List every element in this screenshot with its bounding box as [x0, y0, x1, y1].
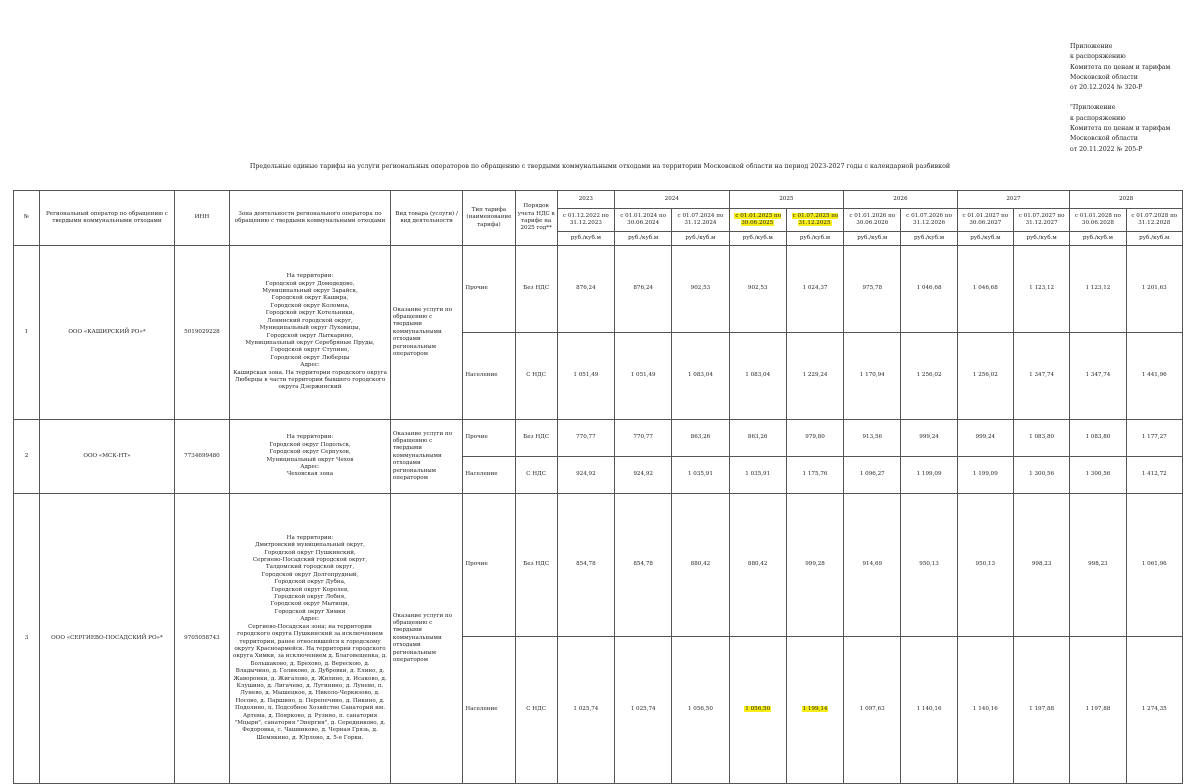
vat-order: С НДС	[515, 457, 557, 494]
header-unit: руб./куб.м	[672, 232, 729, 246]
tariff-value: 1 056,50	[672, 637, 729, 784]
header-period: с 01.07.2026 по 31.12.2026	[901, 209, 957, 232]
vat-order: Без НДС	[515, 420, 557, 457]
tariff-value: 1 046,68	[901, 246, 957, 333]
tariff-type: Прочие	[463, 420, 515, 457]
table-row	[14, 420, 1183, 457]
appendix-line	[1070, 93, 1170, 103]
header-period: с 01.07.2024 по 31.12.2024	[672, 209, 729, 232]
tariff-value: 1 175,76	[786, 457, 843, 494]
vat-order: С НДС	[515, 637, 557, 784]
tariff-value: 999,24	[957, 420, 1013, 457]
inn-value: 5019029228	[174, 246, 229, 420]
header-inn: ИНН	[174, 191, 229, 246]
appendix-line: Приложение	[1070, 43, 1113, 50]
appendix-line: Московской области	[1070, 135, 1138, 143]
table-row	[14, 494, 1183, 637]
tariff-value: 770,77	[615, 420, 672, 457]
tariff-value: 902,53	[729, 246, 786, 333]
tariff-value: 770,77	[557, 420, 614, 457]
tariff-value: 1 199,09	[901, 457, 957, 494]
document-title: Предельные единые тарифы на услуги региональных операторов по обращению с твердыми коммунальными отходами на территории Московской области на период 2023-2027 годы с календарной разбивкой	[249, 163, 951, 170]
header-unit: руб./куб.м	[844, 232, 901, 246]
header-tariff-type: Тип тарифа (наименование тарифа)	[463, 191, 515, 246]
tariff-value: 1 197,88	[1013, 637, 1069, 784]
header-year: 2023	[557, 191, 614, 209]
header-period: с 01.07.2027 по 31.12.2027	[1013, 209, 1069, 232]
header-unit: руб./куб.м	[729, 232, 786, 246]
tariff-type: Население	[463, 333, 515, 420]
tariff-value: 854,78	[615, 494, 672, 637]
tariff-value: 1 025,74	[557, 637, 614, 784]
header-unit: руб./куб.м	[1070, 232, 1126, 246]
header-unit: руб./куб.м	[786, 232, 843, 246]
appendix-line: к распоряжению	[1070, 114, 1126, 122]
tariff-type: Прочие	[463, 494, 515, 637]
service-kind: Оказание услуги по обращению с твердыми коммунальными отходами региональным оператором	[390, 494, 462, 784]
service-kind: Оказание услуги по обращению с твердыми коммунальными отходами региональным оператором	[390, 246, 462, 420]
highlighted-value: с 01.07.2025 по 31.12.2025	[792, 212, 839, 226]
header-row-years	[14, 191, 1183, 209]
tariff-value: 880,42	[672, 494, 729, 637]
header-num: №	[14, 191, 40, 246]
tariff-value: 1 083,80	[1070, 420, 1126, 457]
tariff-value: 1 096,27	[844, 457, 901, 494]
header-year: 2024	[615, 191, 730, 209]
tariff-value: 1 274,35	[1126, 637, 1182, 784]
tariff-value: 1 300,56	[1013, 457, 1069, 494]
tariff-value: 1 412,72	[1126, 457, 1182, 494]
tariff-value: 1 025,74	[615, 637, 672, 784]
header-period: с 01.12.2022 по 31.12.2023	[557, 209, 614, 232]
tariff-value: 975,78	[844, 246, 901, 333]
header-period: с 01.01.2027 по 30.06.2027	[957, 209, 1013, 232]
header-period: с 01.01.2024 по 30.06.2024	[615, 209, 672, 232]
zone-description: На территории: Дмитровский муниципальный округ, Городской округ Пушкинский, Сергиево-Посадский городской округ, Талдомский городской округ, Городской округ Долгопрудный, Городской округ Дубна, Городской округ Королев, Городской округ Лобня, Городской округ Мытищи, Городской округ Химки Адрес: Сергиево-Посадская зона; на территории городского округа Пушкинский за исключением территории, ранее относившейся к городскому округу Красноармейск. На территории городского округа Химки, за исключением д. Благовещенка, д. Большаково, д. Брехово, д. Верескою, д. Владычино, д. Голиково, д. Дубровки, д. Елино, д. Жаворонки, д. Жигалово, д. Жилино, д. Исаково, д. Клушино, д. Лигачево, д. Лугинино, д. Лунево, п. Лунево, д. Мышецкое, д. Николо-Черкизово, д. Носово, д. Паршино, д. Перепечино, д. Пикино, д. Подолино, п. Подсобное Хозяйство Санаторий им. Артема, д. Поярково, д. Рузино, п. санатория "Мцыри", санатория "Энергия", д. Середниково, д. Федоровка, с. Чашниково, д. Черная Грязь, д. Шемякино, д. Юрлово, д. 5-е Горки.	[230, 494, 391, 784]
tariff-value: 876,24	[557, 246, 614, 333]
tariff-value: 1 083,04	[672, 333, 729, 420]
operator-name: ООО «СЕРГИЕВО-ПОСАДСКИЙ РО»*	[40, 494, 175, 784]
tariff-value: 1 123,12	[1070, 246, 1126, 333]
header-zone: Зона деятельности регионального оператора по обращению с твердыми коммунальными отходами	[230, 191, 391, 246]
header-vat-order: Порядок учета НДС в тарифе на 2025 год**	[515, 191, 557, 246]
highlighted-value: 1 056,50	[745, 706, 771, 713]
tariff-value: 1 123,12	[1013, 246, 1069, 333]
tariff-value: 1 061,96	[1126, 494, 1182, 637]
vat-order: Без НДС	[515, 494, 557, 637]
row-number: 3	[14, 494, 40, 784]
tariff-value: 1 035,91	[672, 457, 729, 494]
highlighted-value: 1 199,14	[802, 706, 828, 713]
header-unit: руб./куб.м	[557, 232, 614, 246]
appendix-line: от 20.12.2024 № 320-Р	[1070, 84, 1143, 92]
appendix-line: Комитета по ценам и тарифам	[1070, 63, 1171, 71]
tariff-value: 1 256,02	[957, 333, 1013, 420]
tariff-value: 1 051,49	[615, 333, 672, 420]
tariff-value: 950,13	[901, 494, 957, 637]
tariff-value: 1 199,09	[957, 457, 1013, 494]
header-unit: руб./куб.м	[1126, 232, 1182, 246]
tariff-value: 1 300,56	[1070, 457, 1126, 494]
appendix-line: от 20.11.2022 № 205-Р	[1070, 145, 1143, 153]
service-kind: Оказание услуги по обращению с твердыми коммунальными отходами региональным оператором	[390, 420, 462, 494]
tariff-value: 863,26	[729, 420, 786, 457]
tariff-value: 863,26	[672, 420, 729, 457]
header-unit: руб./куб.м	[957, 232, 1013, 246]
table-row	[14, 246, 1183, 333]
tariff-value	[786, 637, 843, 784]
tariff-value: 1 051,49	[557, 333, 614, 420]
inn-value: 9705058743	[174, 494, 229, 784]
tariff-value: 1 140,16	[957, 637, 1013, 784]
tariff-value: 914,69	[844, 494, 901, 637]
tariff-value: 924,92	[615, 457, 672, 494]
tariff-value: 1 197,88	[1070, 637, 1126, 784]
tariff-value: 1 177,27	[1126, 420, 1182, 457]
tariff-value: 999,28	[786, 494, 843, 637]
appendix-line: "Приложение	[1070, 104, 1116, 112]
tariff-value: 998,23	[1013, 494, 1069, 637]
header-unit: руб./куб.м	[615, 232, 672, 246]
tariff-value: 1 046,68	[957, 246, 1013, 333]
highlighted-value: с 01.01.2025 по 30.06.2025	[735, 212, 782, 226]
appendix-line: Московской области	[1070, 73, 1138, 81]
tariff-value: 924,92	[557, 457, 614, 494]
zone-description: На территории: Городской округ Подольск, Городской округ Серпухов, Муниципальный округ Чехов Адрес: Чеховская зона	[230, 420, 391, 494]
tariff-value: 1 256,02	[901, 333, 957, 420]
header-period	[786, 209, 843, 232]
tariff-value: 1 083,04	[729, 333, 786, 420]
tariff-value: 1 229,24	[786, 333, 843, 420]
header-period	[729, 209, 786, 232]
tariff-value: 998,23	[1070, 494, 1126, 637]
appendix-note	[1070, 42, 1170, 155]
zone-description: На территории: Городской округ Домодедово, Муниципальный округ Зарайск, Городской округ Кашира, Городской округ Коломна, Городской округ Котельники, Ленинский городской округ, Муниципальный округ Луховицы, Городской округ Лыткарино, Муниципальный округ Серебряные Пруды, Городской округ Ступино, Городской округ Люберцы Адрес: Каширская зона. На территории городского округа Люберцы в части территории бывшего городского округа Дзержинский	[230, 246, 391, 420]
tariff-value: 1 170,94	[844, 333, 901, 420]
tariff-value: 979,80	[786, 420, 843, 457]
tariff-value: 876,24	[615, 246, 672, 333]
row-number: 2	[14, 420, 40, 494]
operator-name: ООО «МСК-НТ»	[40, 420, 175, 494]
appendix-line: к распоряжению	[1070, 53, 1126, 61]
tariff-value: 999,24	[901, 420, 957, 457]
header-period: с 01.07.2028 по 31.12.2028	[1126, 209, 1182, 232]
tariff-value: 902,53	[672, 246, 729, 333]
tariff-type: Население	[463, 637, 515, 784]
row-number: 1	[14, 246, 40, 420]
header-year: 2026	[844, 191, 958, 209]
tariff-value: 880,42	[729, 494, 786, 637]
header-operator: Региональный оператор по обращению с твердыми коммунальными отходами	[40, 191, 175, 246]
header-year: 2025	[729, 191, 844, 209]
appendix-line: Комитета по ценам и тарифам	[1070, 125, 1171, 133]
header-unit: руб./куб.м	[1013, 232, 1069, 246]
tariff-value: 913,56	[844, 420, 901, 457]
tariff-value: 1 347,74	[1070, 333, 1126, 420]
tariff-value: 1 441,96	[1126, 333, 1182, 420]
inn-value: 7734699480	[174, 420, 229, 494]
vat-order: С НДС	[515, 333, 557, 420]
tariff-value: 1 024,37	[786, 246, 843, 333]
tariff-value	[729, 637, 786, 784]
header-year: 2028	[1070, 191, 1183, 209]
header-unit: руб./куб.м	[901, 232, 957, 246]
header-period: с 01.01.2028 по 30.06.2028	[1070, 209, 1126, 232]
operator-name: ООО «КАШИРСКИЙ РО»*	[40, 246, 175, 420]
tariff-value: 854,78	[557, 494, 614, 637]
header-year: 2027	[957, 191, 1070, 209]
header-kind: Вид товара (услуги) /вид деятельности	[390, 191, 462, 246]
tariff-type: Население	[463, 457, 515, 494]
tariff-value: 1 201,63	[1126, 246, 1182, 333]
vat-order: Без НДС	[515, 246, 557, 333]
tariff-value: 1 347,74	[1013, 333, 1069, 420]
tariff-type: Прочие	[463, 246, 515, 333]
tariff-value: 1 097,63	[844, 637, 901, 784]
tariff-table	[13, 190, 1183, 784]
tariff-value: 950,13	[957, 494, 1013, 637]
header-period: с 01.01.2026 по 30.06.2026	[844, 209, 901, 232]
tariff-value: 1 140,16	[901, 637, 957, 784]
tariff-value: 1 083,80	[1013, 420, 1069, 457]
tariff-value: 1 035,91	[729, 457, 786, 494]
